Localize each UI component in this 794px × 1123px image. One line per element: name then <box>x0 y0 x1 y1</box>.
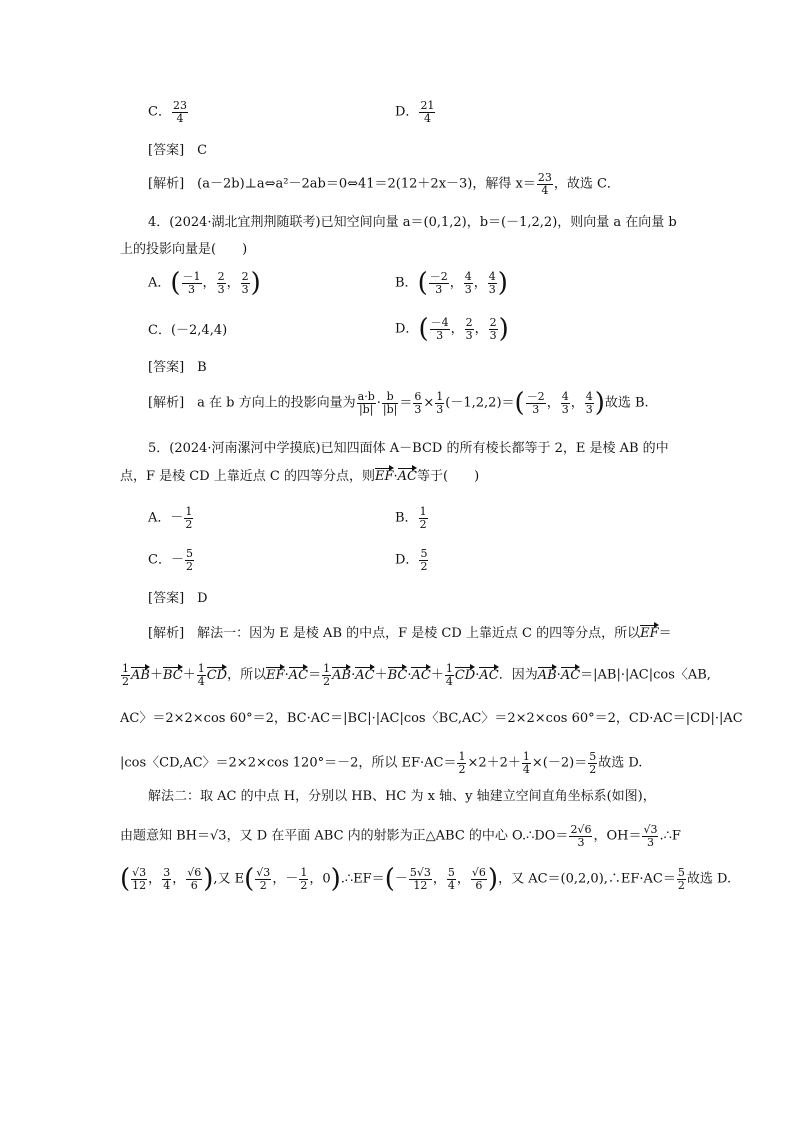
q5-method2-line2: 由题意知 BH＝√3，又 D 在平面 ABC 内的射影为正△ABC 的中心 O.∴DO＝ $\frac{2√6}{3}$ ，OH＝ $\frac{√3}{3}$ .∴F <box>120 823 681 849</box>
q4-stem-line1: 4．(2024·湖北宜荆荆随联考)已知空间向量 a＝(0,1,2)，b＝(－1,2,2)，则向量 a 在向量 b <box>148 215 677 230</box>
q4-answer: [答案] B <box>148 360 207 375</box>
q4-option-c: C．(－2,4,4) <box>148 323 228 338</box>
q3-answer: [答案] C <box>148 143 208 158</box>
q3-option-d: D． $\frac{21}{4}$ <box>395 99 435 125</box>
q4-option-d: D．( $\frac{-4}{3}$ ， $\frac{2}{3}$ ， $\frac{2}{3}$ ) <box>395 314 509 344</box>
q5-method1-line1: [解析] 解法一：因为 E 是棱 AB 的中点，F 是棱 CD 上靠近点 C 的四等分点，所以EF＝ <box>148 626 672 641</box>
q5-option-a: A．－ $\frac{1}{2}$ <box>148 505 193 531</box>
q5-option-c: C．－ $\frac{5}{2}$ <box>148 547 193 573</box>
q5-method1-line3: AC〉＝2×2×cos 60°＝2，BC·AC＝|BC|·|AC|cos〈BC,AC〉＝2×2×cos 60°＝2，CD·AC＝|CD|·|AC <box>120 711 743 726</box>
q5-method1-line4: |cos〈CD,AC〉＝2×2×cos 120°＝－2，所以 EF·AC＝ $\frac{1}{2}$ ×2＋2＋ $\frac{1}{4}$ ×(－2)＝ $\frac{5}{2}$ 故选 D. <box>120 750 643 776</box>
q5-option-d: D． $\frac{5}{2}$ <box>395 547 428 573</box>
q5-method1-line2: $\frac{1}{2}$ AB＋BC＋ $\frac{1}{4}$ CD，所以EF·AC＝ $\frac{1}{2}$ AB·AC＋BC·AC＋ $\frac{1}{4}$ CD·AC．因为AB·AC＝|AB|·|AC|cos〈AB, <box>122 662 711 688</box>
q4-option-a: A．( $\frac{-1}{3}$ ， $\frac{2}{3}$ ， $\frac{2}{3}$ ) <box>148 268 261 298</box>
fraction: $\frac{23}{4}$ <box>172 99 187 125</box>
q5-stem-line1: 5．(2024·河南漯河中学摸底)已知四面体 A－BCD 的所有棱长都等于 2，E 是棱 AB 的中 <box>148 441 669 456</box>
q4-option-b: B．( $\frac{-2}{3}$ ， $\frac{4}{3}$ ， $\frac{4}{3}$ ) <box>395 268 508 298</box>
q3-analysis: [解析] (a－2b)⊥a⇔a²－2ab＝0⇔41＝2(12＋2x－3)，解得 x＝ $\frac{23}{4}$ ，故选 C． <box>148 171 620 197</box>
q5-option-b: B． $\frac{1}{2}$ <box>395 505 427 531</box>
q5-answer: [答案] D <box>148 591 208 606</box>
q5-method2-line3: ( $\frac{√3}{12}$ ， $\frac{3}{4}$ ， $\frac{√6}{6}$ ),又 E( $\frac{√3}{2}$ ，－ $\frac{1}{2}$ ，0).∴EF＝(－ $\frac{5√3}{12}$ ， $\frac{5}{4}$ ， $\frac{√6}{6}$ )，又 AC＝(0,2,0),∴EF·AC＝ $\frac{5}{2}$ 故选 D. <box>120 864 732 894</box>
q4-analysis: [解析] a 在 b 方向上的投影向量为 $\frac{a\cdot b}{|b|}$ · $\frac{b}{|b|}$ ＝ $\frac{6}{3}$ × $\frac{1}{3}$ (－1,2,2)＝( $\frac{-2}{3}$ ， $\frac{4}{3}$ ， $\frac{4}{3}$ )故选 B. <box>148 388 649 418</box>
q3-option-c: C． $\frac{23}{4}$ <box>148 99 187 125</box>
q5-method2-line1: 解法二：取 AC 的中点 H，分别以 HB、HC 为 x 轴、y 轴建立空间直角坐标系(如图)， <box>148 789 656 804</box>
fraction: $\frac{21}{4}$ <box>420 99 435 125</box>
q5-stem-line2: 点，F 是棱 CD 上靠近点 C 的四等分点，则EF·AC等于( ) <box>120 469 480 484</box>
q4-stem-line2: 上的投影向量是( ) <box>120 242 248 257</box>
